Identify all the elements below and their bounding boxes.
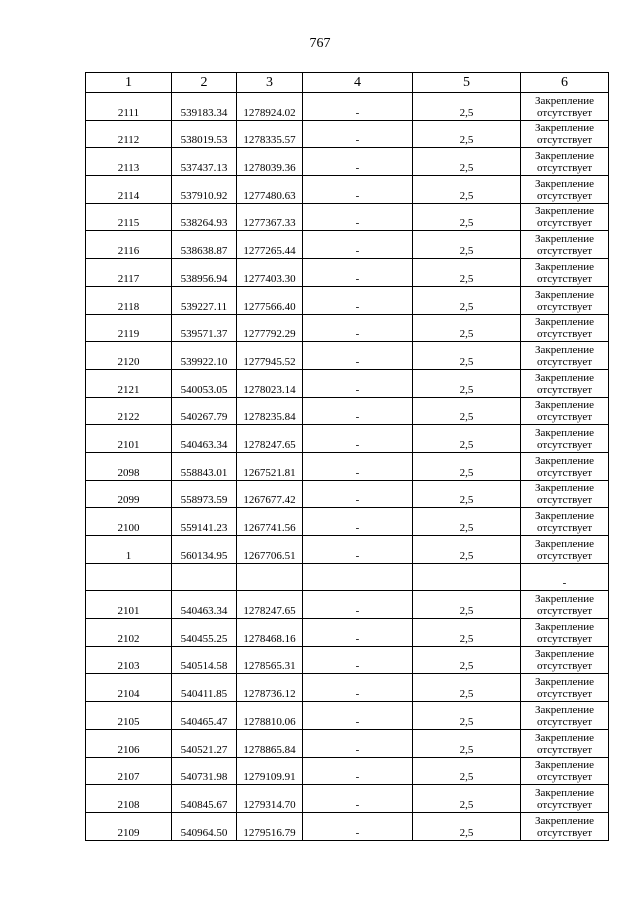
fixing-status-cell bbox=[521, 729, 609, 757]
y-coordinate-cell: 1277792.29 bbox=[237, 314, 303, 342]
col-4-cell: - bbox=[303, 508, 413, 536]
col-4-cell: - bbox=[303, 259, 413, 287]
col-4-cell bbox=[303, 563, 413, 591]
table-row bbox=[86, 757, 609, 785]
x-coordinate-cell: 540463.34 bbox=[172, 425, 237, 453]
col-5-cell: 2,5 bbox=[413, 757, 521, 785]
point-number-cell: 2119 bbox=[86, 314, 172, 342]
col-4-cell: - bbox=[303, 646, 413, 674]
col-5-cell: 2,5 bbox=[413, 425, 521, 453]
fixing-status-line-1: Закрепление bbox=[534, 316, 595, 329]
table-row bbox=[86, 342, 609, 370]
col-5-cell: 2,5 bbox=[413, 452, 521, 480]
fixing-status-line-1: Закрепление bbox=[534, 786, 595, 799]
table-row bbox=[86, 369, 609, 397]
col-4-cell: - bbox=[303, 785, 413, 813]
point-number-cell: 2099 bbox=[86, 480, 172, 508]
page-number: 767 bbox=[309, 36, 331, 51]
header-col-6: 6 bbox=[521, 73, 609, 93]
table-row bbox=[86, 93, 609, 121]
fixing-status-line-2: отсутствует bbox=[536, 272, 593, 285]
x-coordinate-cell: 540731.98 bbox=[172, 757, 237, 785]
x-coordinate-cell: 540465.47 bbox=[172, 702, 237, 730]
col-5-cell: 2,5 bbox=[413, 342, 521, 370]
col-5-cell: 2,5 bbox=[413, 286, 521, 314]
y-coordinate-cell: 1278023.14 bbox=[237, 369, 303, 397]
col-4-cell: - bbox=[303, 120, 413, 148]
col-4-cell: - bbox=[303, 176, 413, 204]
fixing-status-line-1: Закрепление bbox=[534, 454, 595, 467]
col-4-cell: - bbox=[303, 452, 413, 480]
fixing-status-line-2: отсутствует bbox=[536, 715, 593, 728]
point-number-cell: 2104 bbox=[86, 674, 172, 702]
col-4-cell: - bbox=[303, 231, 413, 259]
point-number-cell: 2111 bbox=[86, 93, 172, 121]
point-number-cell: 2120 bbox=[86, 342, 172, 370]
table-row bbox=[86, 702, 609, 730]
col-5-cell: 2,5 bbox=[413, 314, 521, 342]
col-5-cell: 2,5 bbox=[413, 702, 521, 730]
y-coordinate-cell: 1278335.57 bbox=[237, 120, 303, 148]
point-number-cell: 2122 bbox=[86, 397, 172, 425]
point-number-cell: 2121 bbox=[86, 369, 172, 397]
x-coordinate-cell: 560134.95 bbox=[172, 536, 237, 564]
x-coordinate-cell: 538956.94 bbox=[172, 259, 237, 287]
fixing-status-line-1: Закрепление bbox=[534, 260, 595, 273]
fixing-status-line-2: отсутствует bbox=[536, 162, 593, 175]
fixing-status-cell bbox=[521, 286, 609, 314]
col-4-cell: - bbox=[303, 729, 413, 757]
col-4-cell: - bbox=[303, 342, 413, 370]
table-row bbox=[86, 148, 609, 176]
fixing-status-line-2: отсутствует bbox=[536, 771, 593, 784]
fixing-status-cell bbox=[521, 425, 609, 453]
y-coordinate-cell: 1277403.30 bbox=[237, 259, 303, 287]
fixing-status-line-2: отсутствует bbox=[536, 798, 593, 811]
fixing-status-line-2: отсутствует bbox=[536, 134, 593, 147]
fixing-status-line-1: Закрепление bbox=[534, 426, 595, 439]
fixing-status-line-2: отсутствует bbox=[536, 217, 593, 230]
table-row bbox=[86, 120, 609, 148]
fixing-status-line-1: Закрепление bbox=[534, 814, 595, 827]
header-col-2: 2 bbox=[172, 73, 237, 93]
col-5-cell: 2,5 bbox=[413, 785, 521, 813]
fixing-status-cell bbox=[521, 231, 609, 259]
table-header-row bbox=[86, 73, 609, 93]
fixing-status-line-2: отсутствует bbox=[536, 189, 593, 202]
col-5-cell: 2,5 bbox=[413, 480, 521, 508]
x-coordinate-cell: 559141.23 bbox=[172, 508, 237, 536]
fixing-status-line-1: Закрепление bbox=[534, 676, 595, 689]
point-number-cell: 2118 bbox=[86, 286, 172, 314]
col-4-cell: - bbox=[303, 148, 413, 176]
col-5-cell: 2,5 bbox=[413, 646, 521, 674]
fixing-status-cell bbox=[521, 619, 609, 647]
table-row bbox=[86, 563, 609, 591]
col-5-cell: 2,5 bbox=[413, 508, 521, 536]
col-5-cell: 2,5 bbox=[413, 536, 521, 564]
fixing-status-line-1: Закрепление bbox=[534, 620, 595, 633]
x-coordinate-cell: 538638.87 bbox=[172, 231, 237, 259]
fixing-status-cell bbox=[521, 757, 609, 785]
col-5-cell: 2,5 bbox=[413, 259, 521, 287]
x-coordinate-cell: 540521.27 bbox=[172, 729, 237, 757]
col-5-cell bbox=[413, 563, 521, 591]
x-coordinate-cell: 537437.13 bbox=[172, 148, 237, 176]
col-4-cell: - bbox=[303, 702, 413, 730]
col-4-cell: - bbox=[303, 425, 413, 453]
fixing-status-cell bbox=[521, 702, 609, 730]
fixing-status-cell bbox=[521, 812, 609, 840]
col-5-cell: 2,5 bbox=[413, 93, 521, 121]
col-4-cell: - bbox=[303, 286, 413, 314]
x-coordinate-cell: 540463.34 bbox=[172, 591, 237, 619]
table-row bbox=[86, 812, 609, 840]
header-col-5: 5 bbox=[413, 73, 521, 93]
point-number-cell: 2103 bbox=[86, 646, 172, 674]
table-row bbox=[86, 259, 609, 287]
col-4-cell: - bbox=[303, 369, 413, 397]
col-4-cell: - bbox=[303, 674, 413, 702]
fixing-status-line-1: Закрепление bbox=[534, 371, 595, 384]
fixing-status-line-2: отсутствует bbox=[536, 549, 593, 562]
point-number-cell: 2114 bbox=[86, 176, 172, 204]
point-number-cell: 2106 bbox=[86, 729, 172, 757]
header-col-1: 1 bbox=[86, 73, 172, 93]
col-5-cell: 2,5 bbox=[413, 369, 521, 397]
fixing-status-line-2: отсутствует bbox=[536, 355, 593, 368]
fixing-status-line-2: отсутствует bbox=[536, 522, 593, 534]
y-coordinate-cell: 1277265.44 bbox=[237, 231, 303, 259]
fixing-status-line-1: Закрепление bbox=[534, 205, 595, 218]
header-col-3: 3 bbox=[237, 73, 303, 93]
fixing-status-line-1: Закрепление bbox=[534, 482, 595, 495]
y-coordinate-cell: 1278924.02 bbox=[237, 93, 303, 121]
fixing-status-line-1: Закрепление bbox=[534, 537, 595, 550]
x-coordinate-cell: 539571.37 bbox=[172, 314, 237, 342]
table-row bbox=[86, 508, 609, 536]
table-row bbox=[86, 286, 609, 314]
fixing-status-line-2: отсутствует bbox=[536, 411, 593, 424]
fixing-status-line-1: Закрепление bbox=[534, 177, 595, 190]
fixing-status-cell bbox=[521, 536, 609, 564]
fixing-status-cell bbox=[521, 369, 609, 397]
x-coordinate-cell: 537910.92 bbox=[172, 176, 237, 204]
y-coordinate-cell: 1278865.84 bbox=[237, 729, 303, 757]
fixing-status-line-2: отсутствует bbox=[536, 466, 593, 479]
y-coordinate-cell: 1277566.40 bbox=[237, 286, 303, 314]
fixing-status-line-2: отсутствует bbox=[536, 106, 593, 119]
col-5-cell: 2,5 bbox=[413, 674, 521, 702]
col-5-cell: 2,5 bbox=[413, 812, 521, 840]
x-coordinate-cell bbox=[172, 563, 237, 591]
fixing-status-line-2: отсутствует bbox=[536, 245, 593, 258]
point-number-cell: 1 bbox=[86, 536, 172, 564]
fixing-status-cell bbox=[521, 563, 609, 591]
x-coordinate-cell: 538264.93 bbox=[172, 203, 237, 231]
point-number-cell: 2107 bbox=[86, 757, 172, 785]
y-coordinate-cell: 1278736.12 bbox=[237, 674, 303, 702]
table-row bbox=[86, 674, 609, 702]
fixing-status-line-2: отсутствует bbox=[536, 743, 593, 756]
y-coordinate-cell: 1277480.63 bbox=[237, 176, 303, 204]
y-coordinate-cell: 1278565.31 bbox=[237, 646, 303, 674]
fixing-status-line-1: Закрепление bbox=[534, 288, 595, 301]
col-4-cell: - bbox=[303, 812, 413, 840]
table-row bbox=[86, 452, 609, 480]
fixing-status-cell bbox=[521, 452, 609, 480]
fixing-status-line-1: Закрепление bbox=[534, 233, 595, 246]
x-coordinate-cell: 539227.11 bbox=[172, 286, 237, 314]
fixing-status-line-2: отсутствует bbox=[536, 660, 593, 673]
y-coordinate-cell: 1278247.65 bbox=[237, 591, 303, 619]
fixing-status-line-1: Закрепление bbox=[534, 343, 595, 356]
y-coordinate-cell: 1279314.70 bbox=[237, 785, 303, 813]
table-row bbox=[86, 591, 609, 619]
point-number-cell: 2101 bbox=[86, 425, 172, 453]
point-number-cell: 2112 bbox=[86, 120, 172, 148]
col-4-cell: - bbox=[303, 480, 413, 508]
fixing-status-cell bbox=[521, 480, 609, 508]
col-5-cell: 2,5 bbox=[413, 120, 521, 148]
x-coordinate-cell: 540267.79 bbox=[172, 397, 237, 425]
col-5-cell: 2,5 bbox=[413, 176, 521, 204]
fixing-status-line-2: - bbox=[562, 577, 567, 590]
col-5-cell: 2,5 bbox=[413, 203, 521, 231]
col-5-cell: 2,5 bbox=[413, 619, 521, 647]
table-row bbox=[86, 619, 609, 647]
fixing-status-cell bbox=[521, 397, 609, 425]
fixing-status-line-1: Закрепление bbox=[534, 593, 595, 606]
col-5-cell: 2,5 bbox=[413, 591, 521, 619]
fixing-status-cell bbox=[521, 674, 609, 702]
fixing-status-line-1: Закрепление bbox=[534, 150, 595, 163]
point-number-cell: 2116 bbox=[86, 231, 172, 259]
col-5-cell: 2,5 bbox=[413, 148, 521, 176]
fixing-status-line-1: Закрепление bbox=[534, 759, 595, 772]
table-row bbox=[86, 397, 609, 425]
col-4-cell: - bbox=[303, 93, 413, 121]
y-coordinate-cell: 1278247.65 bbox=[237, 425, 303, 453]
x-coordinate-cell: 539922.10 bbox=[172, 342, 237, 370]
y-coordinate-cell: 1279516.79 bbox=[237, 812, 303, 840]
col-4-cell: - bbox=[303, 397, 413, 425]
point-number-cell: 2109 bbox=[86, 812, 172, 840]
y-coordinate-cell: 1278468.16 bbox=[237, 619, 303, 647]
fixing-status-line-1: Закрепление bbox=[534, 703, 595, 716]
fixing-status-cell bbox=[521, 785, 609, 813]
y-coordinate-cell: 1267741.56 bbox=[237, 508, 303, 536]
x-coordinate-cell: 538019.53 bbox=[172, 120, 237, 148]
fixing-status-cell bbox=[521, 93, 609, 121]
header-col-4: 4 bbox=[303, 73, 413, 93]
x-coordinate-cell: 540411.85 bbox=[172, 674, 237, 702]
fixing-status-line-1: Закрепление bbox=[534, 648, 595, 661]
fixing-status-cell bbox=[521, 342, 609, 370]
fixing-status-cell bbox=[521, 176, 609, 204]
y-coordinate-cell bbox=[237, 563, 303, 591]
table-body bbox=[86, 93, 609, 841]
fixing-status-cell bbox=[521, 148, 609, 176]
fixing-status-cell bbox=[521, 508, 609, 536]
table-row bbox=[86, 646, 609, 674]
point-number-cell: 2102 bbox=[86, 619, 172, 647]
table-row bbox=[86, 536, 609, 564]
fixing-status-cell bbox=[521, 591, 609, 619]
fixing-status-cell bbox=[521, 259, 609, 287]
table-row bbox=[86, 203, 609, 231]
fixing-status-cell bbox=[521, 203, 609, 231]
y-coordinate-cell: 1278810.06 bbox=[237, 702, 303, 730]
fixing-status-line-2: отсутствует bbox=[536, 383, 593, 396]
fixing-status-line-1: Закрепление bbox=[534, 94, 595, 107]
col-5-cell: 2,5 bbox=[413, 729, 521, 757]
col-4-cell: - bbox=[303, 619, 413, 647]
fixing-status-line-2: отсутствует bbox=[536, 826, 593, 839]
table-row bbox=[86, 785, 609, 813]
x-coordinate-cell: 558973.59 bbox=[172, 480, 237, 508]
point-number-cell: 2115 bbox=[86, 203, 172, 231]
col-4-cell: - bbox=[303, 757, 413, 785]
fixing-status-line-2: отсутствует bbox=[536, 494, 593, 507]
x-coordinate-cell: 539183.34 bbox=[172, 93, 237, 121]
fixing-status-line-1: Закрепление bbox=[534, 731, 595, 744]
point-number-cell: 2113 bbox=[86, 148, 172, 176]
point-number-cell: 2101 bbox=[86, 591, 172, 619]
fixing-status-cell bbox=[521, 646, 609, 674]
coordinates-table bbox=[85, 72, 609, 841]
point-number-cell bbox=[86, 563, 172, 591]
col-4-cell: - bbox=[303, 536, 413, 564]
x-coordinate-cell: 540964.50 bbox=[172, 812, 237, 840]
col-4-cell: - bbox=[303, 203, 413, 231]
y-coordinate-cell: 1267521.81 bbox=[237, 452, 303, 480]
point-number-cell: 2108 bbox=[86, 785, 172, 813]
y-coordinate-cell: 1277945.52 bbox=[237, 342, 303, 370]
x-coordinate-cell: 540455.25 bbox=[172, 619, 237, 647]
y-coordinate-cell: 1267706.51 bbox=[237, 536, 303, 564]
y-coordinate-cell: 1278039.36 bbox=[237, 148, 303, 176]
y-coordinate-cell: 1279109.91 bbox=[237, 757, 303, 785]
x-coordinate-cell: 540514.58 bbox=[172, 646, 237, 674]
table-row bbox=[86, 480, 609, 508]
table-row bbox=[86, 729, 609, 757]
y-coordinate-cell: 1277367.33 bbox=[237, 203, 303, 231]
fixing-status-line-1: Закрепление bbox=[534, 399, 595, 412]
x-coordinate-cell: 558843.01 bbox=[172, 452, 237, 480]
fixing-status-line-2: отсутствует bbox=[536, 632, 593, 645]
fixing-status-line-2: отсутствует bbox=[536, 300, 593, 313]
table-row bbox=[86, 314, 609, 342]
x-coordinate-cell: 540845.67 bbox=[172, 785, 237, 813]
fixing-status-line-2: отсутствует bbox=[536, 328, 593, 341]
col-4-cell: - bbox=[303, 314, 413, 342]
fixing-status-line-2: отсутствует bbox=[536, 688, 593, 701]
table-row bbox=[86, 231, 609, 259]
fixing-status-line-1: Закрепление bbox=[534, 122, 595, 135]
point-number-cell: 2098 bbox=[86, 452, 172, 480]
col-5-cell: 2,5 bbox=[413, 231, 521, 259]
table-row bbox=[86, 176, 609, 204]
fixing-status-line-1: Закрепление bbox=[534, 510, 595, 522]
fixing-status-cell bbox=[521, 120, 609, 148]
point-number-cell: 2100 bbox=[86, 508, 172, 536]
fixing-status-line-2: отсутствует bbox=[536, 438, 593, 451]
fixing-status-cell bbox=[521, 314, 609, 342]
x-coordinate-cell: 540053.05 bbox=[172, 369, 237, 397]
table-row bbox=[86, 425, 609, 453]
col-5-cell: 2,5 bbox=[413, 397, 521, 425]
point-number-cell: 2117 bbox=[86, 259, 172, 287]
y-coordinate-cell: 1278235.84 bbox=[237, 397, 303, 425]
col-4-cell: - bbox=[303, 591, 413, 619]
point-number-cell: 2105 bbox=[86, 702, 172, 730]
y-coordinate-cell: 1267677.42 bbox=[237, 480, 303, 508]
fixing-status-line-2: отсутствует bbox=[536, 605, 593, 618]
